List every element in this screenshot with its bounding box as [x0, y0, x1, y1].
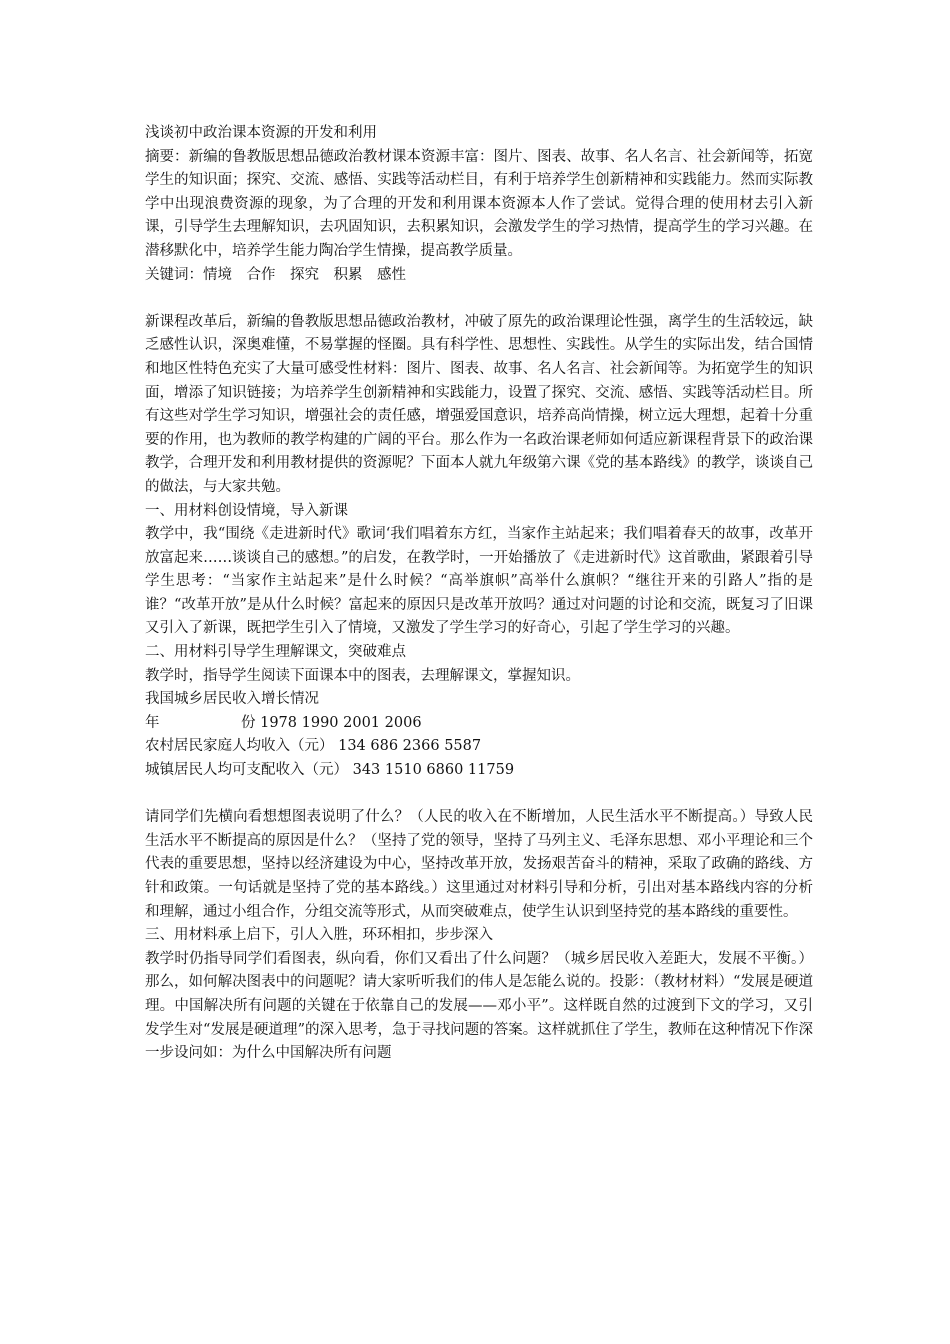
urban-income-values: 343 1510 6860 11759 [352, 762, 515, 779]
blank-line [145, 287, 813, 311]
document-page [145, 122, 813, 1066]
section-3-heading: 三、用材料承上启下，引人入胜，环环相扣，步步深入 [145, 927, 493, 944]
rural-income-label: 农村居民家庭人均收入（元） [145, 738, 334, 755]
table-row-years [145, 712, 813, 736]
keywords-line: 关键词：情境 合作 探究 积累 感性 [145, 266, 406, 283]
section-2-paragraph: 教学时，指导学生阅读下面课本中的图表，去理解课文，掌握知识。 [145, 667, 580, 684]
urban-income-label: 城镇居民人均可支配收入（元） [145, 762, 348, 779]
intro-paragraph: 新课程改革后，新编的鲁教版思想品德政治教材，冲破了原先的政治课理论性强，离学生的生活较远，缺乏感性认识，深奥难懂，不易掌握的怪圈。具有科学性、思想性、实践性。从学生的实际出发，结合国情和地区性特色充实了大量可感受性材料：图片、图表、故事、名人名言、社会新闻等。为拓宽学生的知识面，增添了知识链接；为培养学生创新精神和实践能力，设置了探究、交流、感悟、实践等活动栏目。所有这些对学生学习知识，增强社会的责任感，增强爱国意识，培养高尚情操，树立远大理想，起着十分重要的作用，也为教师的教学构建的广阔的平台。那么作为一名政治课老师如何适应新课程背景下的政治课教学，合理开发和利用教材提供的资源呢？下面本人就九年级第六课《党的基本路线》的教学，谈谈自己的做法，与大家共勉。 [145, 313, 813, 495]
section-1-heading: 一、用材料创设情境，导入新课 [145, 502, 348, 519]
year-label-left: 年 [145, 714, 160, 731]
year-values: 1978 1990 2001 2006 [260, 714, 422, 731]
table-row-rural [145, 735, 813, 759]
document-title: 浅谈初中政治课本资源的开发和利用 [145, 125, 377, 141]
section-3-paragraph: 教学时仍指导同学们看图表，纵向看，你们又看出了什么问题？（城乡居民收入差距大，发展不平衡。）那么，如何解决图表中的问题呢？请大家听听我们的伟人是怎能么说的。投影：（教材材料）“发展是硬道理。中国解决所有问题的关键在于依靠自己的发展——邓小平”。这样既自然的过渡到下文的学习，又引发学生对“发展是硬道理”的深入思考，急于寻找问题的答案。这样就抓住了学生，教师在这种情况下作深一步设问如：为什么中国解决所有问题 [145, 950, 813, 1062]
section-2-analysis-paragraph: 请同学们先横向看想想图表说明了什么？（人民的收入在不断增加，人民生活水平不断提高。）导致人民生活水平不断提高的原因是什么？（坚持了党的领导，坚持了马列主义、毛泽东思想、邓小平理论和三个代表的重要思想，坚持以经济建设为中心，坚持改革开放，发扬艰苦奋斗的精神，采取了政确的路线、方针和政策。一句话就是坚持了党的基本路线。）这里通过对材料引导和分析，引出对基本路线内容的分析和理解，通过小组合作，分组交流等形式，从而突破难点，使学生认识到坚持党的基本路线的重要性。 [145, 809, 813, 920]
rural-income-values: 134 686 2366 5587 [338, 738, 482, 755]
table-row-urban [145, 759, 813, 783]
blank-line [145, 783, 813, 807]
section-2-heading: 二、用材料引导学生理解课文，突破难点 [145, 644, 406, 661]
table-caption: 我国城乡居民收入增长情况 [145, 691, 319, 708]
year-label-right: 份 [241, 714, 256, 731]
section-1-paragraph: 教学中，我“围绕《走进新时代》歌词‘我们唱着东方红，当家作主站起来；我们唱着春天的故事，改革开放富起来……谈谈自己的感想。”的启发，在教学时，一开始播放了《走进新时代》这首歌曲，紧跟着引导学生思考：“当家作主站起来”是什么时候？“高举旗帜”高举什么旗帜？“继往开来的引路人”指的是谁？“改革开放”是从什么时候？富起来的原因只是改革开放吗？通过对问题的讨论和交流，既复习了旧课又引入了新课，既把学生引入了情境，又激发了学生学习的好奇心，引起了学生学习的兴趣。 [145, 526, 813, 637]
abstract-paragraph: 摘要：新编的鲁教版思想品德政治教材课本资源丰富：图片、图表、故事、名人名言、社会新闻等，拓宽学生的知识面；探究、交流、感悟、实践等活动栏目，有利于培养学生创新精神和实践能力。然而实际教学中出现浪费资源的现象，为了合理的开发和利用课本资源本人作了尝试。觉得合理的使用材去引入新课，引导学生去理解知识，去巩固知识，去积累知识，会激发学生的学习热情，提高学生的学习兴趣。在潜移默化中，培养学生能力陶冶学生情操，提高教学质量。 [145, 148, 813, 259]
